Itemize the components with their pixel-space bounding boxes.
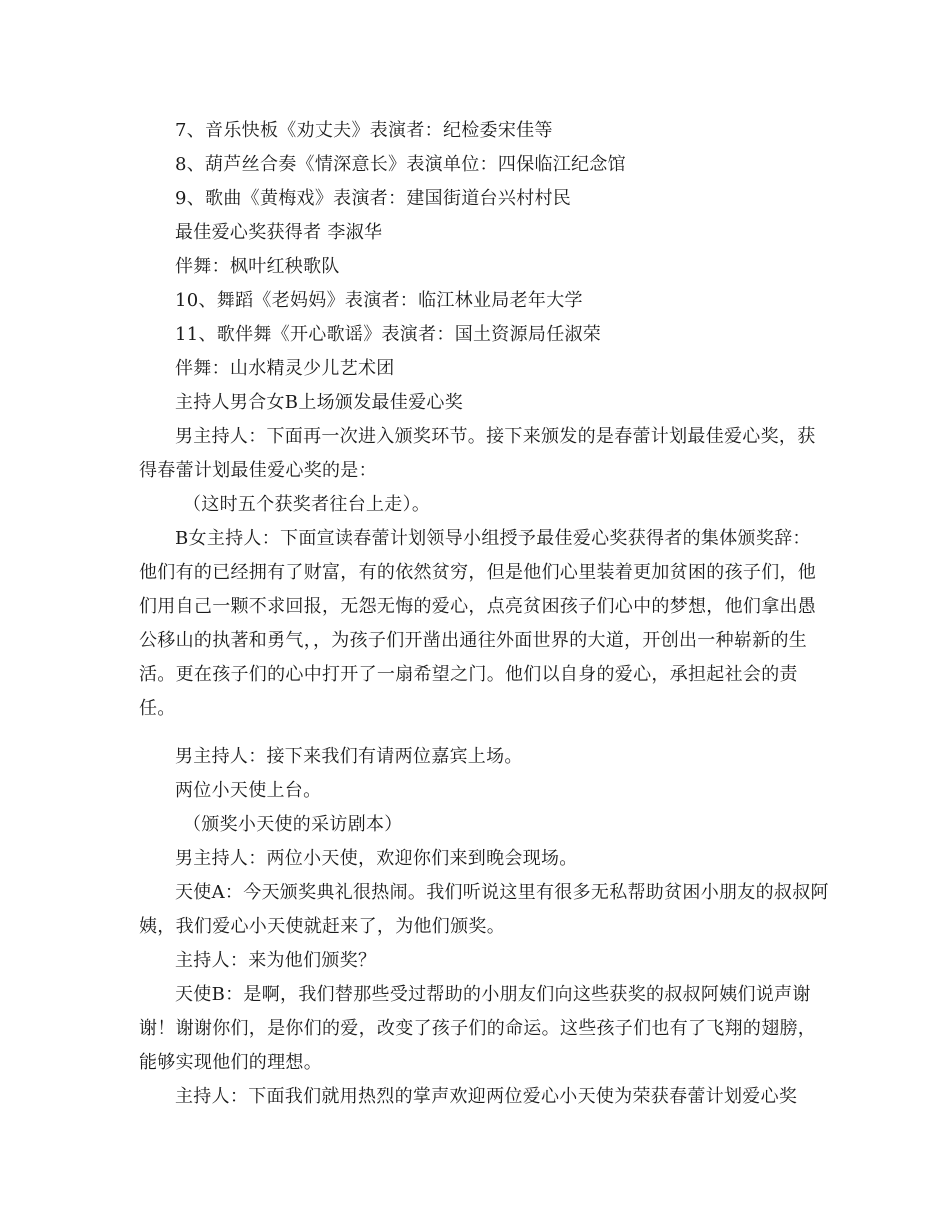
male-host-guests-line: 男主持人：接下来我们有请两位嘉宾上场。 [175,746,523,767]
host-stage-direction: 主持人男合女B上场颁发最佳爱心奖 [175,392,464,413]
host-question-line: 主持人：来为他们颁奖？ [175,950,377,971]
dance-accompaniment-line-2: 伴舞：山水精灵少儿艺术团 [175,358,395,379]
award-winner-line: 最佳爱心奖获得者 李淑华 [175,222,383,243]
host-closing-line: 主持人：下面我们就用热烈的掌声欢迎两位爱心小天使为荣获春蕾计划爱心奖 [175,1086,798,1107]
dance-accompaniment-line: 伴舞：枫叶红秧歌队 [175,256,340,277]
program-item-10: 10、舞蹈《老妈妈》表演者：临江林业局老年大学 [175,290,583,311]
program-item-9: 9、歌曲《黄梅戏》表演者：建国街道台兴村村民 [175,188,572,209]
angel-b-paragraph: 天使B：是啊，我们替那些受过帮助的小朋友们向这些获奖的叔叔阿姨们说声谢谢！谢谢你们，是你们的爱，改变了孩子们的命运。这些孩子们也有了飞翔的翅膀，能够实现他们的理想。 [139,984,817,1073]
angel-a-paragraph: 天使A：今天颁奖典礼很热闹。我们听说这里有很多无私帮助贫困小朋友的叔叔阿姨，我们爱心小天使就赶来了，为他们颁奖。 [139,882,829,937]
program-item-11: 11、歌伴舞《开心歌谣》表演者：国土资源局任淑荣 [175,324,602,345]
male-host-welcome-line: 男主持人：两位小天使，欢迎你们来到晚会现场。 [175,848,578,869]
male-host-paragraph: 男主持人：下面再一次进入颁奖环节。接下来颁发的是春蕾计划最佳爱心奖，获得春蕾计划最佳爱心奖的是： [139,426,816,481]
program-item-7: 7、音乐快板《劝丈夫》表演者：纪检委宋佳等 [175,120,553,141]
interview-script-note: （颁奖小天使的采访剧本） [183,814,403,835]
angels-enter-line: 两位小天使上台。 [175,780,322,801]
award-citation-paragraph: B女主持人：下面宣读春蕾计划领导小组授予最佳爱心奖获得者的集体颁奖辞：他们有的已经拥有了财富，有的依然贫穷，但是他们心里装着更加贫困的孩子们，他们用自己一颗不求回报，无怨无悔的爱心，点亮贫困孩子们心中的梦想，他们拿出愚公移山的执著和勇气，，为孩子们开凿出通往外面世界的大道，开创出一种崭新的生活。更在孩子们的心中打开了一扇希望之门。他们以自身的爱心，承担起社会的责任。 [139,528,817,719]
program-item-8: 8、葫芦丝合奏《情深意长》表演单位：四保临江纪念馆 [175,154,626,175]
stage-direction-winners: （这时五个获奖者往台上走）。 [183,494,431,515]
